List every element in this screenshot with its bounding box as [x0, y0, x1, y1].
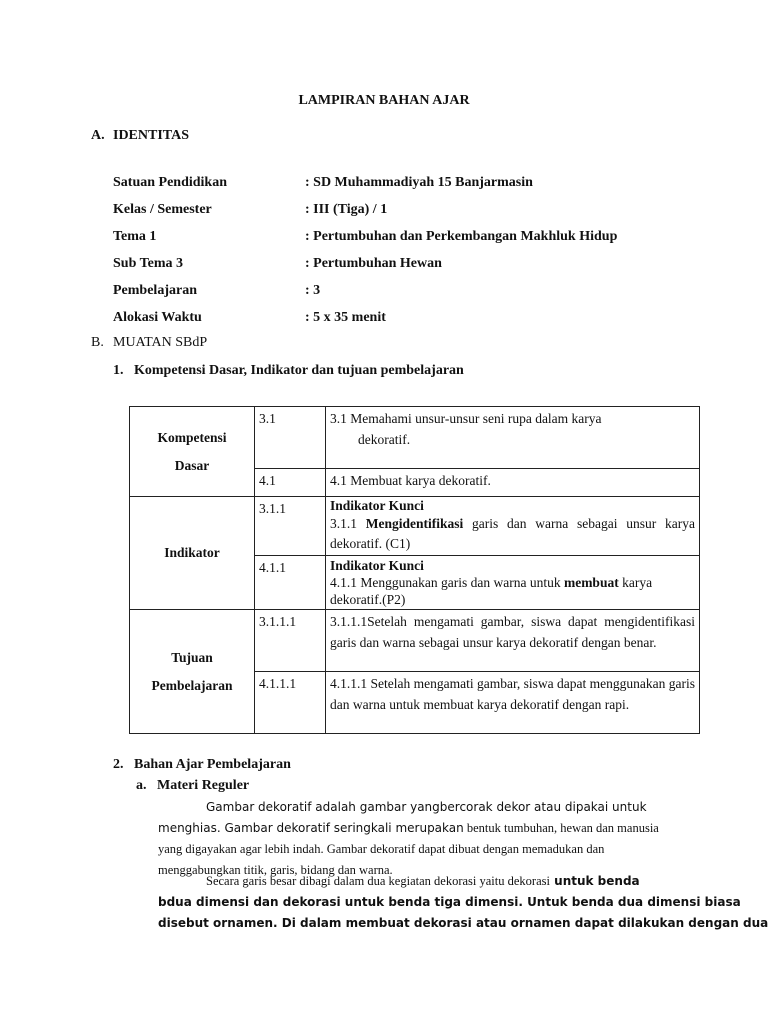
- kd-label-line: Kompetensi: [157, 429, 227, 445]
- identity-value: : Pertumbuhan dan Perkembangan Makhluk Hidup: [305, 229, 618, 244]
- identity-value: : SD Muhammadiyah 15 Banjarmasin: [305, 175, 533, 190]
- indicator-heading: Indikator Kunci: [330, 498, 424, 513]
- indicator-label: Indikator: [130, 497, 255, 610]
- objective-number: 4.1.1.1: [255, 672, 326, 734]
- objective-label-line: Tujuan: [171, 649, 213, 665]
- kd-number: 4.1: [255, 469, 326, 497]
- objective-text: 3.1.1.1Setelah mengamati gambar, siswa dapat mengidentifikasi garis dan warna sebagai unsur karya dekoratif dengan benar.: [326, 610, 700, 672]
- subheading-2a: a. Materi Reguler: [136, 778, 250, 793]
- indicator-text: garis dan warna sebagai unsur karya dekoratif. (C1): [330, 516, 696, 551]
- subheading-2: 2. Bahan Ajar Pembelajaran: [113, 757, 291, 772]
- objective-text: 4.1.1.1 Setelah mengamati gambar, siswa dapat menggunakan garis dan warna untuk membuat karya dekoratif dengan rapi.: [326, 672, 700, 734]
- identity-label: Kelas / Semester: [113, 202, 212, 217]
- section-b-heading: MUATAN SBdP: [113, 335, 208, 350]
- paragraph-line: yang digayakan agar lebih indah. Gambar dekoratif dapat dibuat dengan memadukan dan: [158, 842, 605, 856]
- paragraph-1: [158, 797, 668, 881]
- kd-number: 3.1: [255, 407, 326, 469]
- identity-label: Pembelajaran: [113, 283, 197, 298]
- paragraph-text: menghias. Gambar dekoratif seringkali merupakan: [158, 821, 464, 835]
- paragraph-line: bdua dimensi dan dekorasi untuk benda tiga dimensi. Untuk benda dua dimensi biasa: [158, 895, 741, 909]
- competency-table: [129, 406, 700, 734]
- indicator-text: 3.1.1: [330, 516, 366, 531]
- kd-label-cell: [130, 407, 255, 497]
- section-a-letter: A.: [91, 128, 105, 143]
- kd-label-line: Dasar: [174, 457, 210, 473]
- kd-text: dekoratif.: [358, 432, 411, 447]
- paragraph-2: [158, 871, 768, 934]
- identity-label: Alokasi Waktu: [113, 310, 202, 325]
- identity-label: Satuan Pendidikan: [113, 175, 227, 190]
- objective-label-cell: [130, 610, 255, 734]
- indicator-number: 4.1.1: [255, 556, 326, 610]
- kd-text: 3.1 Memahami unsur-unsur seni rupa dalam karya: [330, 411, 602, 426]
- indicator-keyword: Mengidentifikasi: [365, 516, 464, 531]
- identity-value: : Pertumbuhan Hewan: [305, 256, 442, 271]
- page-title: LAMPIRAN BAHAN AJAR: [298, 93, 470, 108]
- kd-text: 4.1 Membuat karya dekoratif.: [326, 469, 700, 497]
- paragraph-text: Secara garis besar dibagi dalam dua kegiatan dekorasi yaitu dekorasi: [206, 874, 550, 888]
- paragraph-text: bentuk tumbuhan, hewan dan manusia: [463, 821, 659, 835]
- identity-value: : 5 x 35 menit: [305, 310, 386, 325]
- paragraph-line: menggabungkan titik, garis, bidang dan warna.: [158, 863, 393, 877]
- indicator-text-cell: [326, 497, 700, 556]
- paragraph-line: Gambar dekoratif adalah gambar yangbercorak dekor atau dipakai untuk: [206, 800, 647, 814]
- section-b-letter: B.: [91, 335, 104, 350]
- indicator-text: 4.1.1 Menggunakan garis dan warna untuk: [330, 575, 564, 590]
- indicator-text: karya dekoratif.(P2): [330, 575, 653, 607]
- identity-label: Sub Tema 3: [113, 256, 184, 271]
- indicator-heading: Indikator Kunci: [330, 558, 424, 573]
- section-a-heading: IDENTITAS: [113, 128, 189, 143]
- identity-value: : 3: [305, 283, 321, 298]
- subheading-1: 1. Kompetensi Dasar, Indikator dan tujuan pembelajaran: [113, 363, 464, 378]
- paragraph-text: untuk benda: [549, 874, 640, 888]
- identity-value: : III (Tiga) / 1: [305, 202, 388, 217]
- indicator-text-cell: [326, 556, 700, 610]
- paragraph-line: disebut ornamen. Di dalam membuat dekorasi atau ornamen dapat dilakukan dengan dua: [158, 916, 768, 930]
- objective-number: 3.1.1.1: [255, 610, 326, 672]
- identity-label: Tema 1: [113, 229, 157, 244]
- indicator-number: 3.1.1: [255, 497, 326, 556]
- objective-label-line: Pembelajaran: [151, 677, 233, 693]
- kd-text-cell: [326, 407, 700, 469]
- indicator-keyword: membuat: [563, 575, 619, 590]
